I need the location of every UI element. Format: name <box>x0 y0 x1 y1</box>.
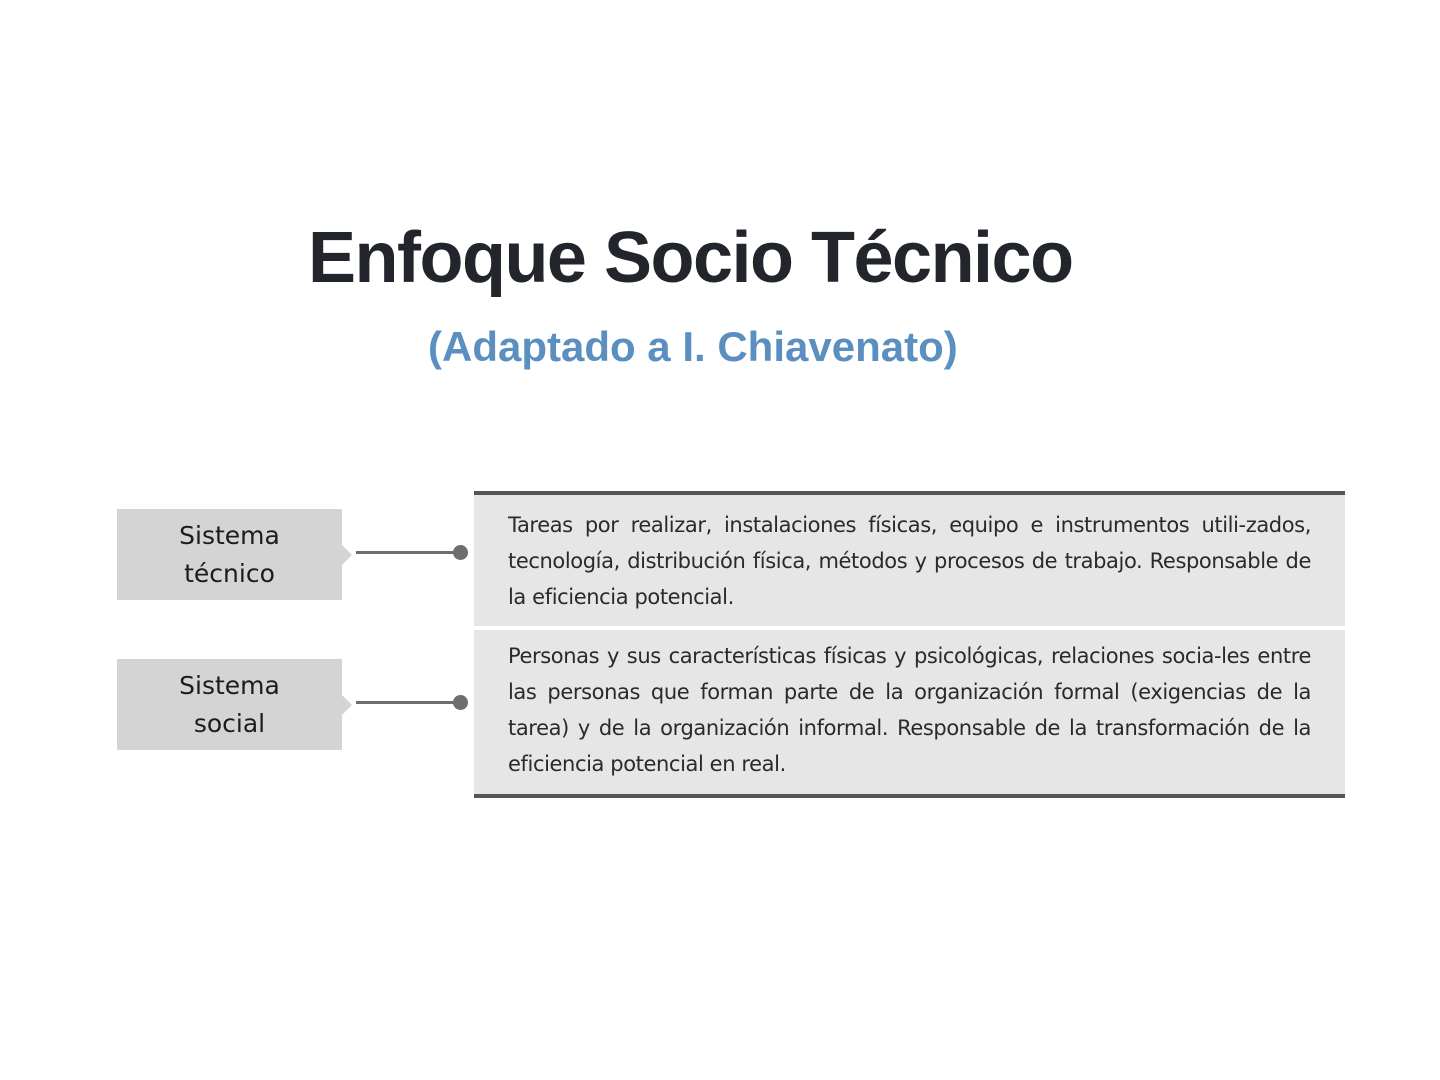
sistema-social-label-line2: social <box>193 708 266 738</box>
sistema-social-label <box>117 659 342 750</box>
description-table <box>474 491 1345 798</box>
sistema-tecnico-label <box>117 509 342 600</box>
sistema-tecnico-label-line1: Sistema <box>179 520 280 550</box>
sistema-social-label-line1: Sistema <box>179 670 280 700</box>
sistema-tecnico-label-line2: técnico <box>184 558 275 588</box>
page-subtitle: (Adaptado a I. Chiavenato) <box>428 323 958 370</box>
sistema-social-description-row <box>474 630 1345 794</box>
sistema-social-connector-dot <box>453 695 468 710</box>
sistema-social-connector-line <box>356 701 458 704</box>
sistema-tecnico-description: Tareas por realizar, instalaciones físicas, equipo e instrumentos utili-zados, tecnología, distribución física, métodos y procesos de trabajo. Responsable de la eficiencia potencial. <box>508 513 1311 609</box>
page-title: Enfoque Socio Técnico <box>308 218 1073 298</box>
sistema-social-description: Personas y sus características físicas y psicológicas, relaciones socia-les entre las personas que forman parte de la organización formal (exigencias de la tarea) y de la organización informal. Responsable de la transformación de la eficiencia potencial en real. <box>508 644 1311 776</box>
sistema-tecnico-connector-line <box>356 551 458 554</box>
sistema-tecnico-connector-dot <box>453 545 468 560</box>
sistema-tecnico-description-row <box>474 495 1345 626</box>
